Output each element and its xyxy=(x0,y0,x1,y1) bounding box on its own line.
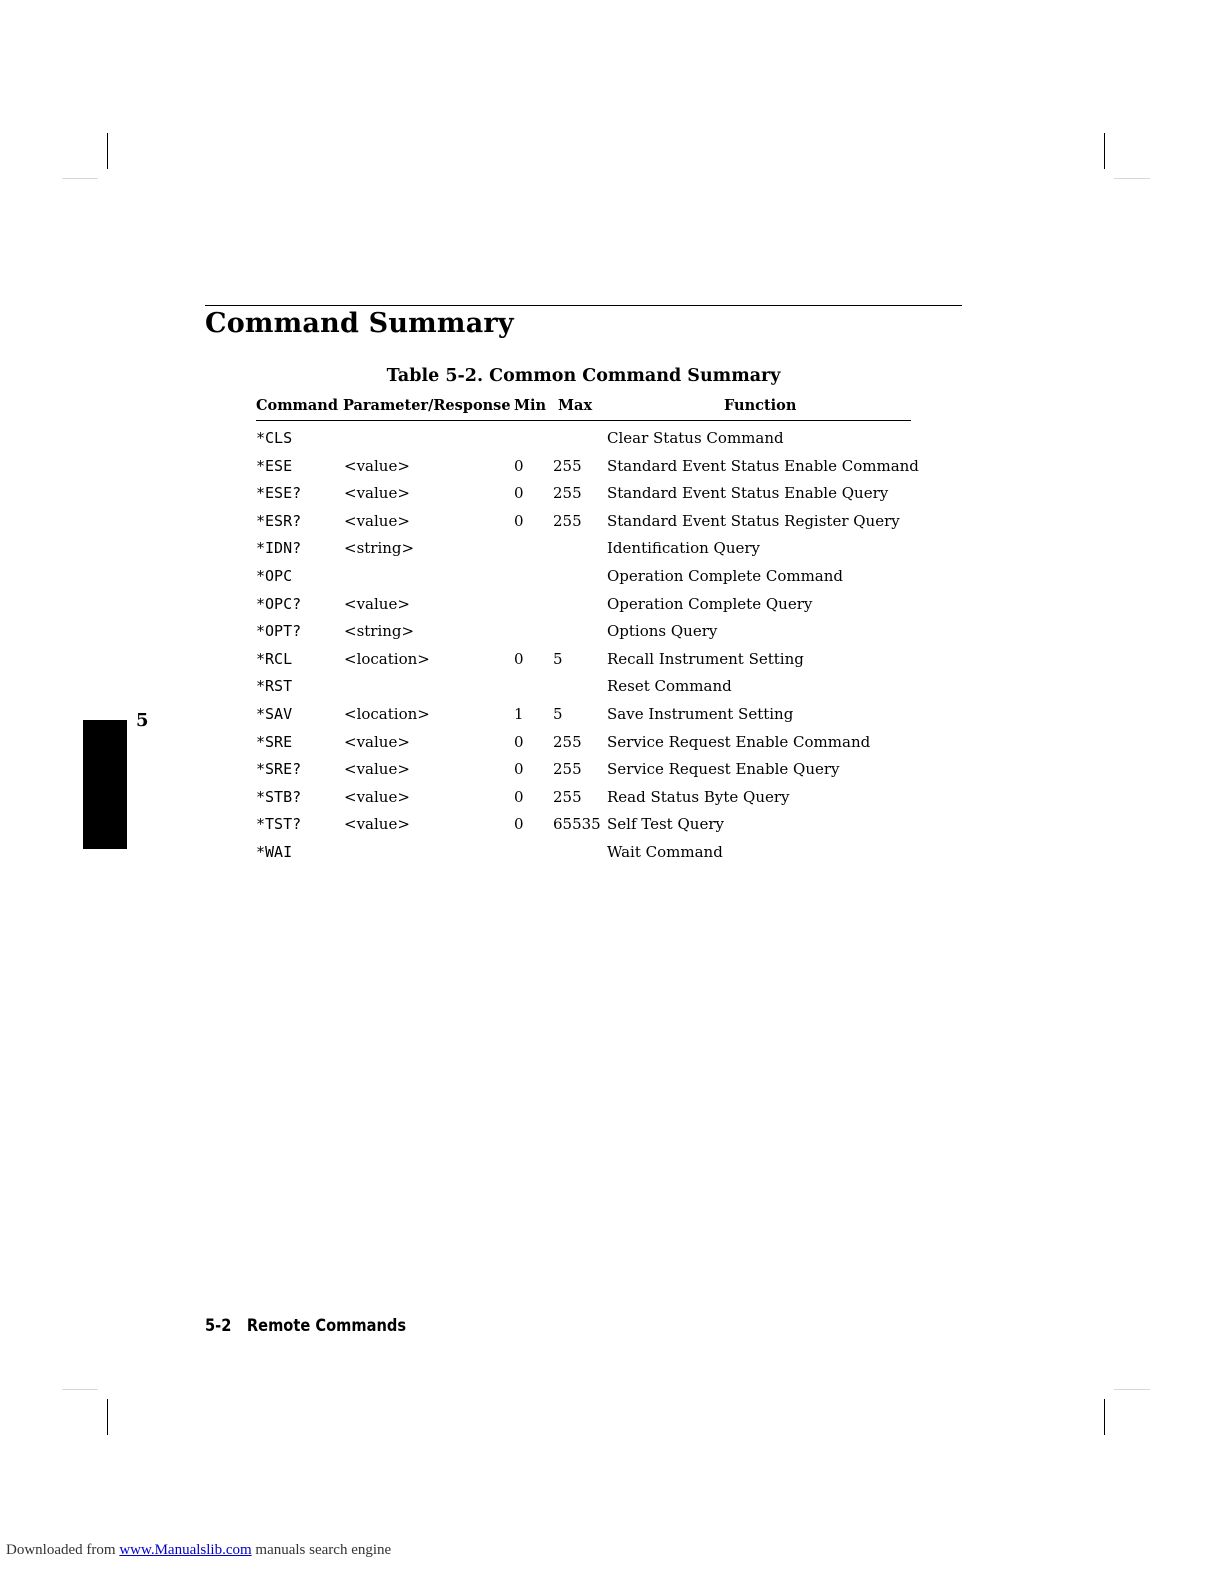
section-rule xyxy=(205,305,962,306)
table-row xyxy=(0,701,1224,729)
crop-mark xyxy=(1114,1389,1150,1390)
header-function: Function xyxy=(724,397,797,414)
function-cell: Reset Command xyxy=(607,677,732,696)
crop-mark xyxy=(1114,178,1150,179)
download-suffix: manuals search engine xyxy=(255,1542,392,1558)
table-row xyxy=(0,839,1224,867)
command-cell: *OPC? xyxy=(256,594,302,613)
function-cell: Standard Event Status Enable Command xyxy=(607,456,919,475)
function-cell: Identification Query xyxy=(607,539,761,558)
page-number: 5-2 xyxy=(205,1316,232,1336)
function-cell: Save Instrument Setting xyxy=(607,704,794,723)
function-cell: Service Request Enable Query xyxy=(607,760,840,779)
min-cell: 0 xyxy=(514,732,524,751)
crop-mark xyxy=(62,1389,98,1390)
command-cell: *ESE? xyxy=(256,484,302,503)
function-cell: Clear Status Command xyxy=(607,429,784,447)
header-command: Command xyxy=(256,397,338,414)
parameter-cell: <value> xyxy=(344,456,410,475)
max-cell: 255 xyxy=(553,511,582,530)
command-cell: *ESE xyxy=(256,456,293,475)
command-cell: *OPC xyxy=(256,566,293,585)
parameter-cell: <value> xyxy=(344,787,410,806)
footer-section: Remote Commands xyxy=(246,1316,407,1336)
max-cell: 255 xyxy=(553,787,582,806)
parameter-cell: <value> xyxy=(344,760,410,779)
command-cell: *CLS xyxy=(256,429,293,447)
table-row xyxy=(0,535,1224,563)
table-row xyxy=(0,480,1224,508)
min-cell: 1 xyxy=(514,704,524,723)
min-cell: 0 xyxy=(514,815,524,834)
max-cell: 255 xyxy=(553,484,582,503)
section-title: Command Summary xyxy=(205,308,514,339)
function-cell: Standard Event Status Register Query xyxy=(607,511,900,530)
min-cell: 0 xyxy=(514,456,524,475)
command-cell: *SAV xyxy=(256,704,293,723)
min-cell: 0 xyxy=(514,511,524,530)
chapter-tab-marker xyxy=(83,720,127,849)
min-cell: 0 xyxy=(514,649,524,668)
function-cell: Read Status Byte Query xyxy=(607,787,790,806)
crop-mark xyxy=(62,178,98,179)
parameter-cell: <value> xyxy=(344,732,410,751)
command-cell: *ESR? xyxy=(256,511,302,530)
command-cell: *RST xyxy=(256,677,293,696)
function-cell: Service Request Enable Command xyxy=(607,732,871,751)
table-row xyxy=(0,811,1224,839)
chapter-tab-number: 5 xyxy=(136,710,149,731)
function-cell: Operation Complete Command xyxy=(607,566,844,585)
command-table-body xyxy=(0,425,1224,867)
parameter-cell: <location> xyxy=(344,649,430,668)
command-cell: *IDN? xyxy=(256,539,302,558)
header-min: Min xyxy=(514,397,547,414)
table-row xyxy=(0,508,1224,536)
page-footer xyxy=(205,1316,406,1336)
function-cell: Options Query xyxy=(607,622,718,641)
manualslib-link[interactable]: www.Manualslib.com xyxy=(119,1542,252,1558)
command-cell: *STB? xyxy=(256,787,302,806)
command-cell: *SRE? xyxy=(256,760,302,779)
crop-mark xyxy=(1104,133,1105,169)
parameter-cell: <value> xyxy=(344,484,410,503)
parameter-cell: <string> xyxy=(344,622,415,641)
function-cell: Wait Command xyxy=(607,842,723,861)
function-cell: Operation Complete Query xyxy=(607,594,813,613)
max-cell: 5 xyxy=(553,649,563,668)
crop-mark xyxy=(1104,1399,1105,1435)
table-row xyxy=(0,729,1224,757)
function-cell: Self Test Query xyxy=(607,815,724,834)
header-rule xyxy=(256,420,911,421)
min-cell: 0 xyxy=(514,760,524,779)
parameter-cell: <string> xyxy=(344,539,415,558)
command-cell: *WAI xyxy=(256,842,293,861)
table-row xyxy=(0,453,1224,481)
max-cell: 5 xyxy=(553,704,563,723)
table-row xyxy=(0,646,1224,674)
crop-mark xyxy=(107,133,108,169)
crop-mark xyxy=(107,1399,108,1435)
table-row xyxy=(0,673,1224,701)
table-row xyxy=(0,591,1224,619)
header-max: Max xyxy=(558,397,593,414)
table-row xyxy=(0,784,1224,812)
table-row xyxy=(0,618,1224,646)
max-cell: 65535 xyxy=(553,815,601,834)
command-cell: *SRE xyxy=(256,732,293,751)
max-cell: 255 xyxy=(553,732,582,751)
min-cell: 0 xyxy=(514,484,524,503)
table-row xyxy=(0,425,1224,453)
table-row xyxy=(0,563,1224,591)
download-prefix: Downloaded from xyxy=(6,1542,116,1558)
parameter-cell: <value> xyxy=(344,511,410,530)
parameter-cell: <value> xyxy=(344,594,410,613)
command-cell: *TST? xyxy=(256,815,302,834)
function-cell: Standard Event Status Enable Query xyxy=(607,484,889,503)
command-cell: *RCL xyxy=(256,649,293,668)
min-cell: 0 xyxy=(514,787,524,806)
download-notice xyxy=(6,1542,391,1559)
parameter-cell: <value> xyxy=(344,815,410,834)
function-cell: Recall Instrument Setting xyxy=(607,649,804,668)
table-caption: Table 5-2. Common Command Summary xyxy=(386,366,781,386)
header-parameter: Parameter/Response xyxy=(343,397,511,414)
parameter-cell: <location> xyxy=(344,704,430,723)
command-cell: *OPT? xyxy=(256,622,302,641)
table-row xyxy=(0,756,1224,784)
max-cell: 255 xyxy=(553,760,582,779)
max-cell: 255 xyxy=(553,456,582,475)
